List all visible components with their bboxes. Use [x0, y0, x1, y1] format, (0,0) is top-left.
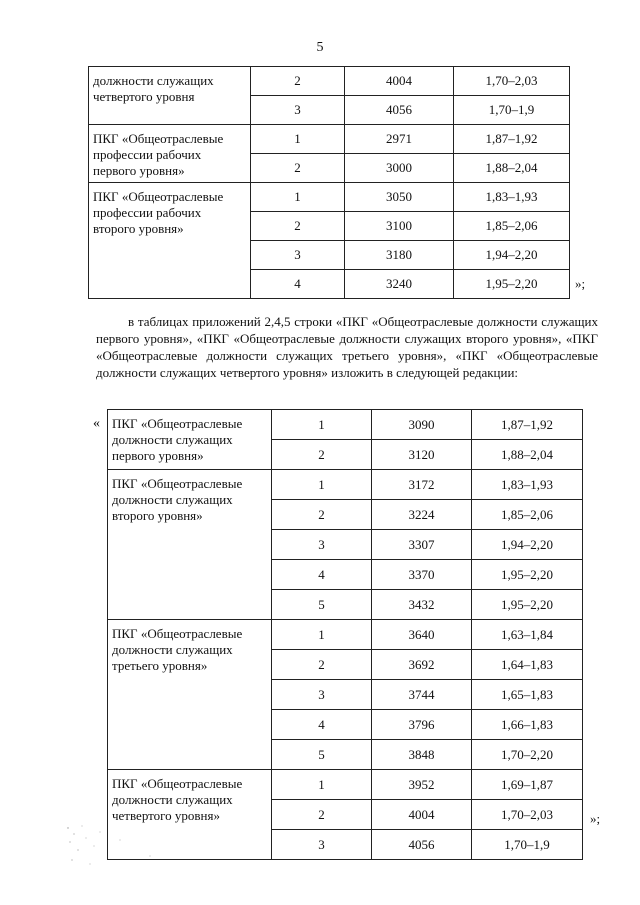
coefficient-cell: 1,66–1,83 — [472, 710, 583, 740]
qualification-level-cell: 3 — [272, 680, 372, 710]
base-salary-cell: 3224 — [372, 500, 472, 530]
qualification-level-cell: 4 — [251, 270, 345, 299]
qualification-level-cell: 1 — [272, 770, 372, 800]
group-name-cell: ПКГ «Общеотраслевые должности служащих четвертого уровня» — [108, 770, 272, 860]
amendment-paragraph — [96, 313, 598, 381]
coefficient-cell: 1,85–2,06 — [472, 500, 583, 530]
table-row — [89, 125, 570, 154]
qualification-level-cell: 1 — [272, 620, 372, 650]
qualification-level-cell: 4 — [272, 710, 372, 740]
base-salary-cell: 3952 — [372, 770, 472, 800]
qualification-level-cell: 1 — [272, 470, 372, 500]
coefficient-cell: 1,94–2,20 — [454, 241, 570, 270]
coefficient-cell: 1,70–1,9 — [454, 96, 570, 125]
base-salary-cell: 3370 — [372, 560, 472, 590]
table-row — [108, 410, 583, 440]
coefficient-cell: 1,95–2,20 — [472, 560, 583, 590]
base-salary-cell: 3172 — [372, 470, 472, 500]
coefficient-cell: 1,85–2,06 — [454, 212, 570, 241]
base-salary-cell: 3120 — [372, 440, 472, 470]
coefficient-cell: 1,88–2,04 — [472, 440, 583, 470]
base-salary-cell: 3180 — [345, 241, 454, 270]
qualification-level-cell: 2 — [272, 800, 372, 830]
qualification-level-cell: 4 — [272, 560, 372, 590]
table-row — [108, 470, 583, 500]
coefficient-cell: 1,87–1,92 — [472, 410, 583, 440]
base-salary-cell: 4004 — [345, 67, 454, 96]
qualification-level-cell: 1 — [272, 410, 372, 440]
page-number: 5 — [316, 40, 324, 55]
base-salary-cell: 3240 — [345, 270, 454, 299]
base-salary-cell: 3692 — [372, 650, 472, 680]
base-salary-cell: 3090 — [372, 410, 472, 440]
base-salary-cell: 2971 — [345, 125, 454, 154]
qualification-level-cell: 2 — [251, 154, 345, 183]
table-row — [108, 620, 583, 650]
group-name-cell: ПКГ «Общеотраслевые профессии рабочих второго уровня» — [89, 183, 251, 299]
salary-table-continued — [88, 66, 570, 299]
coefficient-cell: 1,70–2,20 — [472, 740, 583, 770]
table-row — [89, 67, 570, 96]
group-name-cell: ПКГ «Общеотраслевые должности служащих первого уровня» — [108, 410, 272, 470]
closing-quote: »; — [590, 811, 601, 826]
qualification-level-cell: 2 — [272, 650, 372, 680]
table-row — [89, 183, 570, 212]
group-name-cell: ПКГ «Общеотраслевые профессии рабочих первого уровня» — [89, 125, 251, 183]
base-salary-cell: 3307 — [372, 530, 472, 560]
base-salary-cell: 3100 — [345, 212, 454, 241]
coefficient-cell: 1,87–1,92 — [454, 125, 570, 154]
group-name-cell: должности служащих четвертого уровня — [89, 67, 251, 125]
scan-noise — [60, 820, 200, 890]
qualification-level-cell: 3 — [272, 530, 372, 560]
base-salary-cell: 3432 — [372, 590, 472, 620]
coefficient-cell: 1,69–1,87 — [472, 770, 583, 800]
qualification-level-cell: 5 — [272, 740, 372, 770]
base-salary-cell: 3640 — [372, 620, 472, 650]
coefficient-cell: 1,70–2,03 — [472, 800, 583, 830]
base-salary-cell: 3796 — [372, 710, 472, 740]
closing-quote: »; — [575, 276, 586, 291]
qualification-level-cell: 3 — [251, 241, 345, 270]
qualification-level-cell: 2 — [251, 67, 345, 96]
coefficient-cell: 1,94–2,20 — [472, 530, 583, 560]
table-row — [108, 770, 583, 800]
base-salary-cell: 3050 — [345, 183, 454, 212]
qualification-level-cell: 2 — [251, 212, 345, 241]
base-salary-cell: 4004 — [372, 800, 472, 830]
coefficient-cell: 1,95–2,20 — [454, 270, 570, 299]
salary-table-new — [107, 409, 583, 860]
coefficient-cell: 1,70–1,9 — [472, 830, 583, 860]
coefficient-cell: 1,64–1,83 — [472, 650, 583, 680]
base-salary-cell: 3000 — [345, 154, 454, 183]
qualification-level-cell: 2 — [272, 440, 372, 470]
qualification-level-cell: 3 — [251, 96, 345, 125]
coefficient-cell: 1,65–1,83 — [472, 680, 583, 710]
qualification-level-cell: 3 — [272, 830, 372, 860]
group-name-cell: ПКГ «Общеотраслевые должности служащих третьего уровня» — [108, 620, 272, 770]
base-salary-cell: 4056 — [372, 830, 472, 860]
amendment-text: в таблицах приложений 2,4,5 строки «ПКГ «Общеотраслевые должности служащих первого уровня», «ПКГ «Общеотраслевые должности служащих второго уровня», «ПКГ «Общеотраслевые должности служащих третьего уровня», «ПКГ «Общеотраслевые должности служащих четвертого уровня» изложить в следующей редакции: — [96, 314, 598, 380]
coefficient-cell: 1,70–2,03 — [454, 67, 570, 96]
opening-quote: « — [93, 416, 100, 431]
qualification-level-cell: 1 — [251, 125, 345, 154]
base-salary-cell: 4056 — [345, 96, 454, 125]
coefficient-cell: 1,83–1,93 — [472, 470, 583, 500]
coefficient-cell: 1,88–2,04 — [454, 154, 570, 183]
coefficient-cell: 1,63–1,84 — [472, 620, 583, 650]
table-body — [108, 410, 583, 860]
qualification-level-cell: 2 — [272, 500, 372, 530]
qualification-level-cell: 1 — [251, 183, 345, 212]
group-name-cell: ПКГ «Общеотраслевые должности служащих второго уровня» — [108, 470, 272, 620]
coefficient-cell: 1,83–1,93 — [454, 183, 570, 212]
coefficient-cell: 1,95–2,20 — [472, 590, 583, 620]
qualification-level-cell: 5 — [272, 590, 372, 620]
base-salary-cell: 3744 — [372, 680, 472, 710]
table-body — [89, 67, 570, 299]
base-salary-cell: 3848 — [372, 740, 472, 770]
